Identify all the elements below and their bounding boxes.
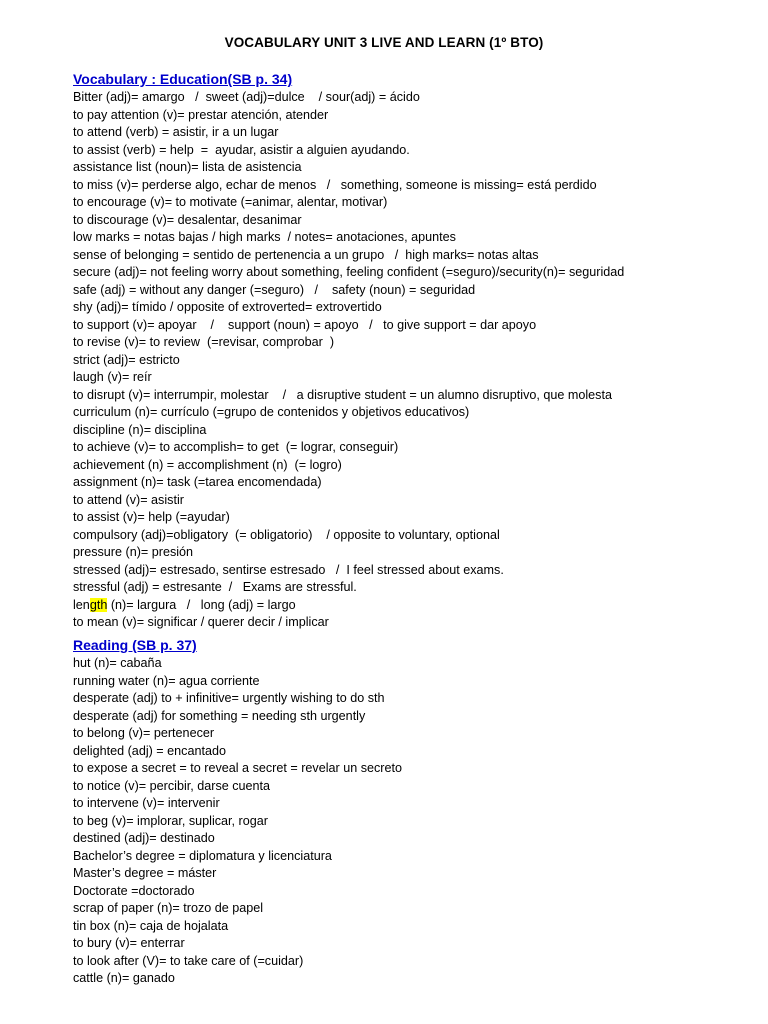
vocab-line: low marks = notas bajas / high marks / notes= anotaciones, apuntes (73, 230, 456, 244)
vocab-line: assignment (n)= task (=tarea encomendada) (73, 475, 322, 489)
vocab-line: shy (adj)= tímido / opposite of extroverted= extrovertido (73, 300, 382, 314)
vocab-line: to intervene (v)= intervenir (73, 796, 220, 810)
vocab-line: hut (n)= cabaña (73, 656, 162, 670)
vocab-line: to look after (V)= to take care of (=cuidar) (73, 953, 304, 968)
vocab-line: pressure (n)= presión (73, 545, 194, 559)
vocab-line-text: (n)= largura / long (adj) = largo (107, 597, 296, 612)
vocab-line: stressed (adj)= estresado, sentirse estresado / I feel stressed about exams. (73, 562, 504, 577)
vocab-line: discipline (n)= disciplina (73, 422, 207, 437)
vocab-line (73, 597, 624, 615)
vocab-line: to miss (v)= perderse algo, echar de menos / something, someone is missing= está perdido (73, 177, 597, 192)
vocab-line: to beg (v)= implorar, suplicar, rogar (73, 813, 268, 828)
vocab-line: to attend (v)= asistir (73, 492, 184, 507)
vocab-line: to assist (v)= help (=ayudar) (73, 510, 230, 524)
vocab-line: scrap of paper (n)= trozo de papel (73, 901, 264, 915)
vocab-line: secure (adj)= not feeling worry about something, feeling confident (=seguro)/security(n)= seguridad (73, 265, 625, 279)
vocab-line: to support (v)= apoyar / support (noun) = apoyo / to give support = dar apoyo (73, 317, 537, 332)
vocab-line: strict (adj)= estricto (73, 352, 180, 367)
vocab-line: tin box (n)= caja de hojalata (73, 918, 229, 933)
vocab-line: Bachelor’s degree = diplomatura y licenciatura (73, 848, 332, 863)
vocab-line: Bitter (adj)= amargo / sweet (adj)=dulce / sour(adj) = ácido (73, 90, 420, 104)
highlighted-text: gth (89, 597, 108, 612)
vocab-line: desperate (adj) for something = needing sth urgently (73, 708, 366, 723)
vocab-line: laugh (v)= reír (73, 370, 152, 384)
vocab-line: to revise (v)= to review (=revisar, comprobar ) (73, 335, 335, 349)
vocab-line: assistance list (noun)= lista de asistencia (73, 160, 302, 174)
vocab-line: to disrupt (v)= interrumpir, molestar / a disruptive student = un alumno disruptivo, que molesta (73, 387, 612, 402)
vocab-line: sense of belonging = sentido de pertenencia a un grupo / high marks= notas altas (73, 247, 539, 262)
vocab-line: to notice (v)= percibir, darse cuenta (73, 778, 271, 793)
vocab-line: desperate (adj) to + infinitive= urgently wishing to do sth (73, 691, 385, 705)
vocabulary-list (73, 89, 624, 632)
vocab-line: cattle (n)= ganado (73, 971, 175, 985)
vocab-line: achievement (n) = accomplishment (n) (= logro) (73, 457, 342, 472)
vocab-line: to expose a secret = to reveal a secret = revelar un secreto (73, 761, 403, 775)
vocab-line: running water (n)= agua corriente (73, 673, 260, 688)
vocab-line: to mean (v)= significar / querer decir / implicar (73, 615, 329, 629)
vocab-line-text: len (73, 597, 90, 612)
vocab-line: safe (adj) = without any danger (=seguro) / safety (noun) = seguridad (73, 282, 476, 297)
section-heading-vocabulary: Vocabulary : Education(SB p. 34) (73, 71, 293, 87)
vocab-line: to belong (v)= pertenecer (73, 726, 215, 740)
vocab-line: to pay attention (v)= prestar atención, atender (73, 107, 329, 122)
vocab-line: destined (adj)= destinado (73, 831, 215, 845)
vocab-line: delighted (adj) = encantado (73, 743, 226, 758)
vocab-line: to encourage (v)= to motivate (=animar, alentar, motivar) (73, 195, 388, 209)
reading-list (73, 655, 402, 988)
vocab-line: to attend (verb) = asistir, ir a un lugar (73, 125, 279, 139)
vocab-line: Doctorate =doctorado (73, 883, 195, 898)
vocab-line: compulsory (adj)=obligatory (= obligatorio) / opposite to voluntary, optional (73, 527, 500, 542)
section-heading-reading: Reading (SB p. 37) (73, 637, 197, 653)
vocab-line: to achieve (v)= to accomplish= to get (= lograr, conseguir) (73, 440, 399, 454)
vocab-line: to bury (v)= enterrar (73, 936, 185, 950)
vocab-line: to discourage (v)= desalentar, desanimar (73, 212, 302, 227)
document-title: VOCABULARY UNIT 3 LIVE AND LEARN (1º BTO) (224, 35, 544, 50)
vocab-line: stressful (adj) = estresante / Exams are stressful. (73, 580, 357, 594)
vocab-line: to assist (verb) = help = ayudar, asistir a alguien ayudando. (73, 142, 410, 157)
vocab-line: Master’s degree = máster (73, 866, 217, 880)
vocab-line: curriculum (n)= currículo (=grupo de contenidos y objetivos educativos) (73, 405, 470, 419)
